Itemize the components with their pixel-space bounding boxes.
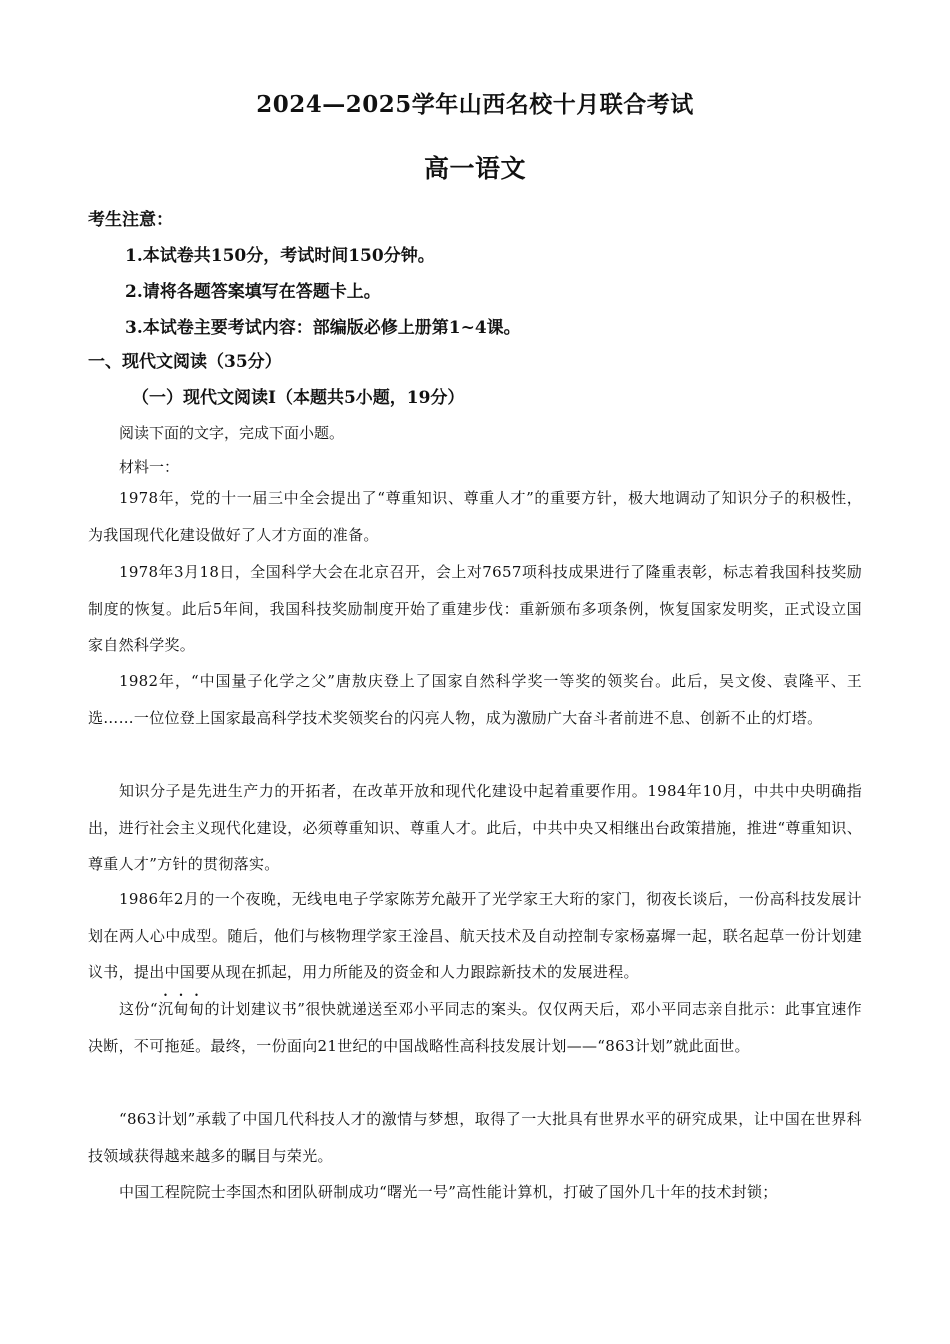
paragraph: 1982年，“中国量子化学之父”唐敖庆登上了国家自然科学奖一等奖的领奖台。此后，吴文俊、袁隆平、王选……一位位登上国家最高科学技术奖领奖台的闪亮人物，成为激励广大奋斗者前进不息、创新不止的灯塔。 <box>88 672 862 727</box>
subsection-heading: （一）现代文阅读Ⅰ（本题共5小题，19分） <box>132 388 465 408</box>
paragraph: 1978年3月18日，全国科学大会在北京召开，会上对7657项科技成果进行了隆重表彰，标志着我国科技奖励制度的恢复。此后5年间，我国科技奖励制度开始了重建步伐：重新颁布多项条例，恢复国家发明奖，正式设立国家自然科学奖。 <box>88 563 862 654</box>
emphasized-word: 沉甸甸 <box>157 1000 205 1018</box>
section-heading: 一、现代文阅读（35分） <box>88 352 282 372</box>
notice-item: 1.本试卷共150分，考试时间150分钟。 <box>125 246 435 266</box>
notice-item: 3.本试卷主要考试内容：部编版必修上册第1~4课。 <box>125 318 521 338</box>
reading-instruction: 阅读下面的文字，完成下面小题。 <box>119 424 345 442</box>
paragraph: 1986年2月的一个夜晚，无线电电子学家陈芳允敲开了光学家王大珩的家门，彻夜长谈后，一份高科技发展计划在两人心中成型。随后，他们与核物理学家王淦昌、航天技术及自动控制专家杨嘉墀一起，联名起草一份计划建议书，提出中国要从现在抓起，用力所能及的资金和人力跟踪新技术的发展进程。 <box>88 890 862 981</box>
paragraph: 知识分子是先进生产力的开拓者，在改革开放和现代化建设中起着重要作用。1984年10月，中共中央明确指出，进行社会主义现代化建设，必须尊重知识、尊重人才。此后，中共中央又相继出台政策措施，推进“尊重知识、尊重人才”方针的贯彻落实。 <box>88 782 862 873</box>
notice-label: 考生注意： <box>88 210 173 230</box>
material-label: 材料一： <box>119 458 180 476</box>
paragraph-text: 这份“ <box>119 1000 158 1018</box>
exam-subject: 高一语文 <box>423 154 526 183</box>
paragraph: 1978年，党的十一届三中全会提出了“尊重知识、尊重人才”的重要方针，极大地调动了知识分子的积极性，为我国现代化建设做好了人才方面的准备。 <box>88 489 862 544</box>
notice-item: 2.请将各题答案填写在答题卡上。 <box>125 282 381 302</box>
paragraph: 中国工程院院士李国杰和团队研制成功“曙光一号”高性能计算机，打破了国外几十年的技术封锁； <box>119 1183 778 1201</box>
exam-title: 2024—2025学年山西名校十月联合考试 <box>256 91 694 118</box>
paragraph <box>88 991 862 1064</box>
paragraph-text: 的计划建议书”很快就递送至邓小平同志的案头。仅仅两天后，邓小平同志亲自批示：此事宜速作决断，不可拖延。最终，一份面向21世纪的中国战略性高科技发展计划——“863计划”就此面世。 <box>88 1000 862 1055</box>
paragraph: “863计划”承载了中国几代科技人才的激情与梦想，取得了一大批具有世界水平的研究成果，让中国在世界科技领域获得越来越多的瞩目与荣光。 <box>88 1110 862 1165</box>
